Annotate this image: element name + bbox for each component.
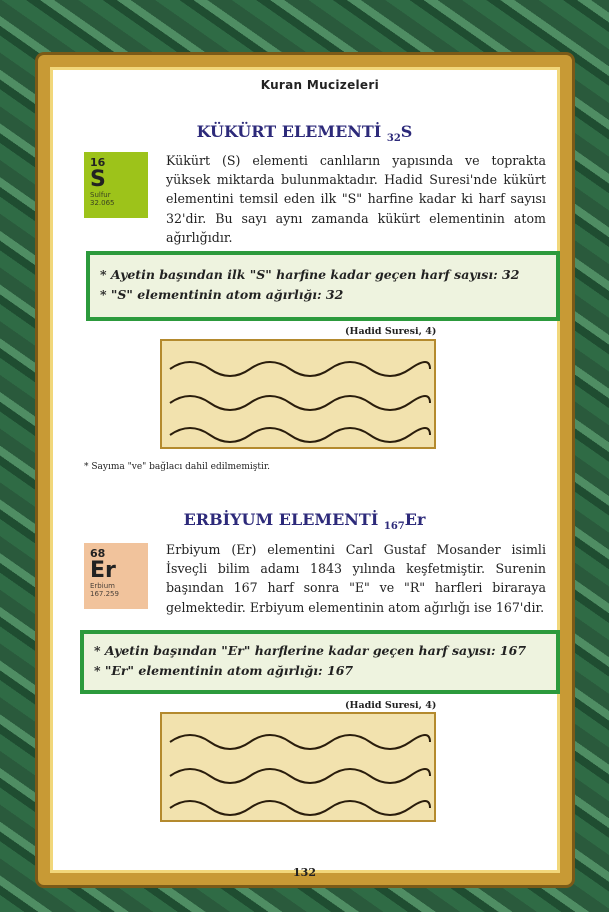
verse-calligraphy-image <box>160 712 436 822</box>
highlight-box-sulfur <box>86 251 560 321</box>
element-name: Sulfur <box>90 191 111 199</box>
verse-reference: (Hadid Suresi, 4) <box>345 700 437 711</box>
title-subscript: 32 <box>386 133 401 145</box>
element-name: Erbium <box>90 582 115 590</box>
verse-reference: (Hadid Suresi, 4) <box>345 326 437 337</box>
title-subscript: 167 <box>383 521 405 533</box>
box-line: * Ayetin başından "Er" harflerine kadar geçen harf sayısı: 167 <box>94 643 527 658</box>
page-number: 132 <box>293 866 316 879</box>
verse-calligraphy-image <box>160 339 436 449</box>
title-text: KÜKÜRT ELEMENTİ <box>196 122 387 141</box>
title-text: ERBİYUM ELEMENTİ <box>183 510 384 529</box>
section-title-erbium <box>0 510 609 532</box>
atomic-number: 68 <box>90 547 106 560</box>
section-title-sulfur <box>0 122 609 144</box>
atomic-mass: 32.065 <box>90 199 115 207</box>
calligraphy-icon <box>162 714 434 820</box>
box-line: * Ayetin başından ilk "S" harfine kadar geçen harf sayısı: 32 <box>100 267 520 282</box>
paragraph-sulfur: Kükürt (S) elementi canlıların yapısında ve toprakta yüksek miktarda bulunmaktadır. Hadid Suresi'nde kükürt elementini temsil eden ilk "S" harfine kadar ki harf sayısı 32'dir. Bu sayı aynı zamanda kükürt elementinin atom ağırlığıdır. <box>166 153 546 245</box>
element-symbol: Er <box>90 558 116 583</box>
atomic-number: 16 <box>90 156 106 169</box>
paragraph-erbium: Erbiyum (Er) elementini Carl Gustaf Mosander isimli İsveçli bilim adamı 1843 yılında keşfetmiştir. Surenin başından 167 harf sonra "E" ve "R" harfleri biraraya gelmektedir. Erbiyum elementinin atom ağırlığı ise 167'dir. <box>166 542 546 615</box>
element-tile-sulfur <box>84 152 148 218</box>
atomic-mass: 167.259 <box>90 590 119 598</box>
title-symbol: S <box>400 122 413 141</box>
element-symbol: S <box>90 167 106 192</box>
running-header: Kuran Mucizeleri <box>260 78 379 92</box>
box-line: * "Er" elementinin atom ağırlığı: 167 <box>94 663 354 678</box>
title-symbol: Er <box>404 510 426 529</box>
calligraphy-icon <box>162 341 434 447</box>
footnote: * Sayıma "ve" bağlacı dahil edilmemiştir. <box>84 462 271 472</box>
element-tile-erbium <box>84 543 148 609</box>
box-line: * "S" elementinin atom ağırlığı: 32 <box>100 287 344 302</box>
highlight-box-erbium <box>80 630 560 694</box>
